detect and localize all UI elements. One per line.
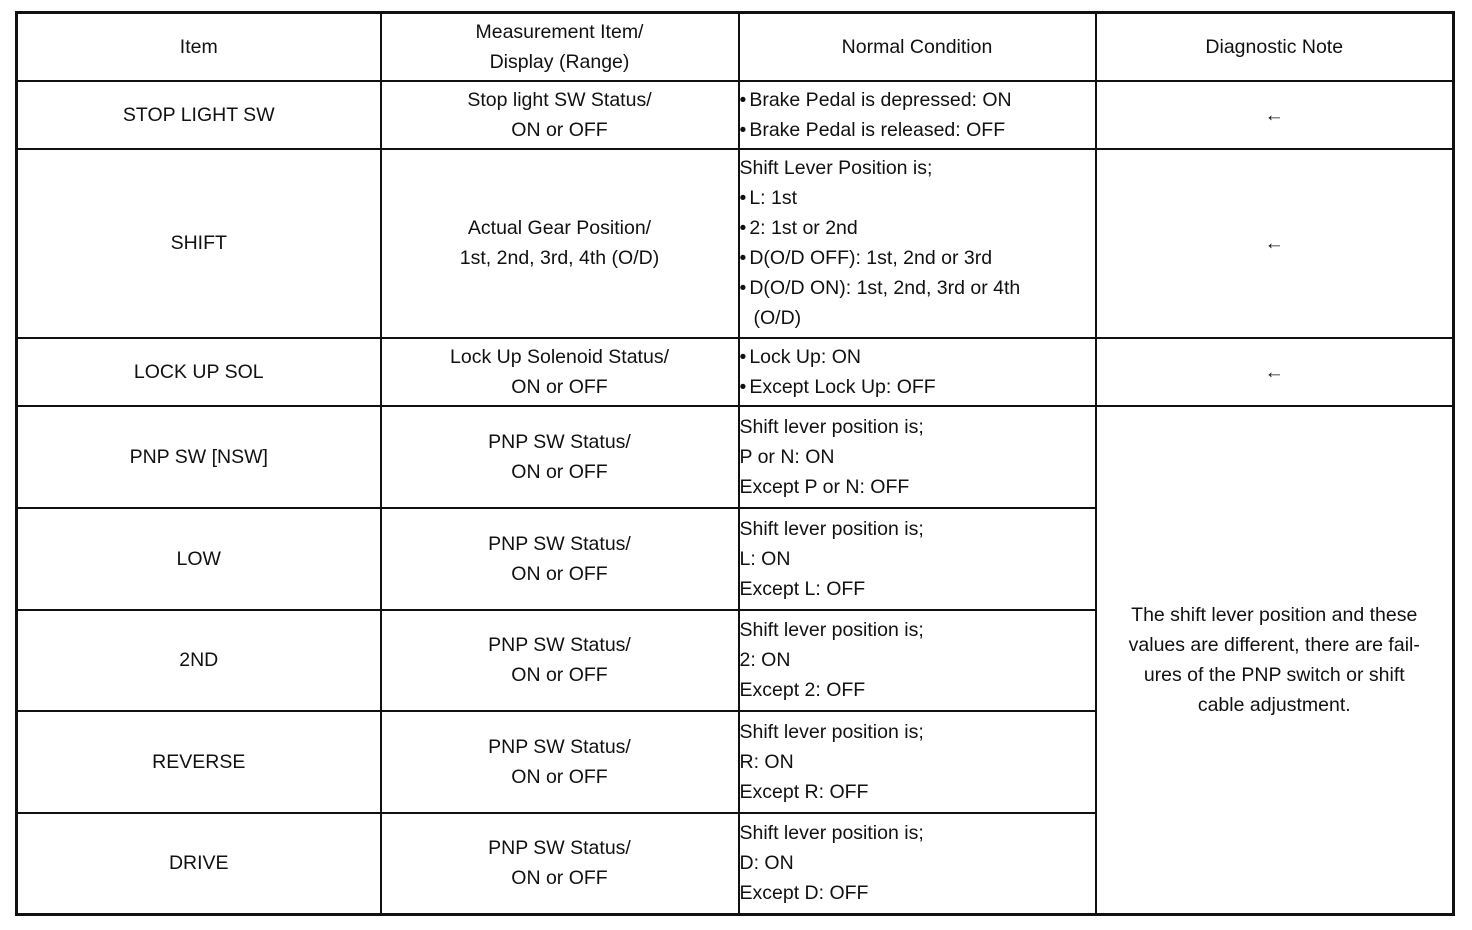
measurement-cell: PNP SW Status/ ON or OFF [381,508,739,610]
normal-condition-cell [739,338,1096,406]
normal-condition-cell: Shift lever position is; 2: ON Except 2: OFF [739,610,1096,711]
normal-condition-cell [739,149,1096,338]
item-cell: DRIVE [17,813,381,915]
condition-bullet: • Brake Pedal is released: OFF [740,115,1095,145]
left-arrow-icon: ← [1096,149,1454,338]
header-measurement-line2: Display (Range) [489,50,630,73]
measurement-cell: PNP SW Status/ ON or OFF [381,711,739,813]
measurement-cell: PNP SW Status/ ON or OFF [381,610,739,711]
header-item: Item [17,13,381,81]
item-cell: STOP LIGHT SW [17,81,381,149]
condition-bullet: • Lock Up: ON [740,342,1095,372]
condition-bullet: • D(O/D OFF): 1st, 2nd or 3rd [740,243,1095,273]
header-normal-condition: Normal Condition [739,13,1096,81]
condition-bullet: • Brake Pedal is depressed: ON [740,85,1095,115]
item-cell: SHIFT [17,149,381,338]
measurement-cell: Actual Gear Position/ 1st, 2nd, 3rd, 4th (O/D) [381,149,739,338]
measurement-cell: Stop light SW Status/ ON or OFF [381,81,739,149]
normal-condition-cell: Shift lever position is; R: ON Except R: OFF [739,711,1096,813]
table-row [17,149,1454,338]
header-measurement-line1: Measurement Item/ [475,20,644,43]
item-cell: PNP SW [NSW] [17,406,381,508]
header-measurement [381,13,739,81]
item-cell: LOW [17,508,381,610]
condition-bullet: • 2: 1st or 2nd [740,213,1095,243]
condition-continuation: (O/D) [753,307,802,329]
item-cell: LOCK UP SOL [17,338,381,406]
condition-bullet: • D(O/D ON): 1st, 2nd, 3rd or 4th [740,273,1095,303]
header-row [17,13,1454,81]
left-arrow-icon: ← [1096,81,1454,149]
condition-bullet: • Except Lock Up: OFF [740,372,1095,402]
left-arrow-icon: ← [1096,338,1454,406]
condition-bullet: • L: 1st [740,183,1095,213]
table-row [17,338,1454,406]
diagnostic-table [15,11,1455,916]
measurement-cell: PNP SW Status/ ON or OFF [381,813,739,915]
measurement-cell: PNP SW Status/ ON or OFF [381,406,739,508]
item-cell: REVERSE [17,711,381,813]
normal-condition-cell: Shift lever position is; P or N: ON Except P or N: OFF [739,406,1096,508]
normal-condition-cell: Shift lever position is; D: ON Except D: OFF [739,813,1096,915]
normal-condition-cell [739,81,1096,149]
normal-condition-cell: Shift lever position is; L: ON Except L: OFF [739,508,1096,610]
measurement-cell: Lock Up Solenoid Status/ ON or OFF [381,338,739,406]
header-diagnostic-note: Diagnostic Note [1096,13,1454,81]
shared-diagnostic-note: The shift lever position and these values are different, there are fail- ures of the PNP switch or shift cable adjustment. [1096,406,1454,915]
table-row [17,81,1454,149]
table-row [17,406,1454,508]
condition-heading: Shift Lever Position is; [739,157,933,179]
item-cell: 2ND [17,610,381,711]
